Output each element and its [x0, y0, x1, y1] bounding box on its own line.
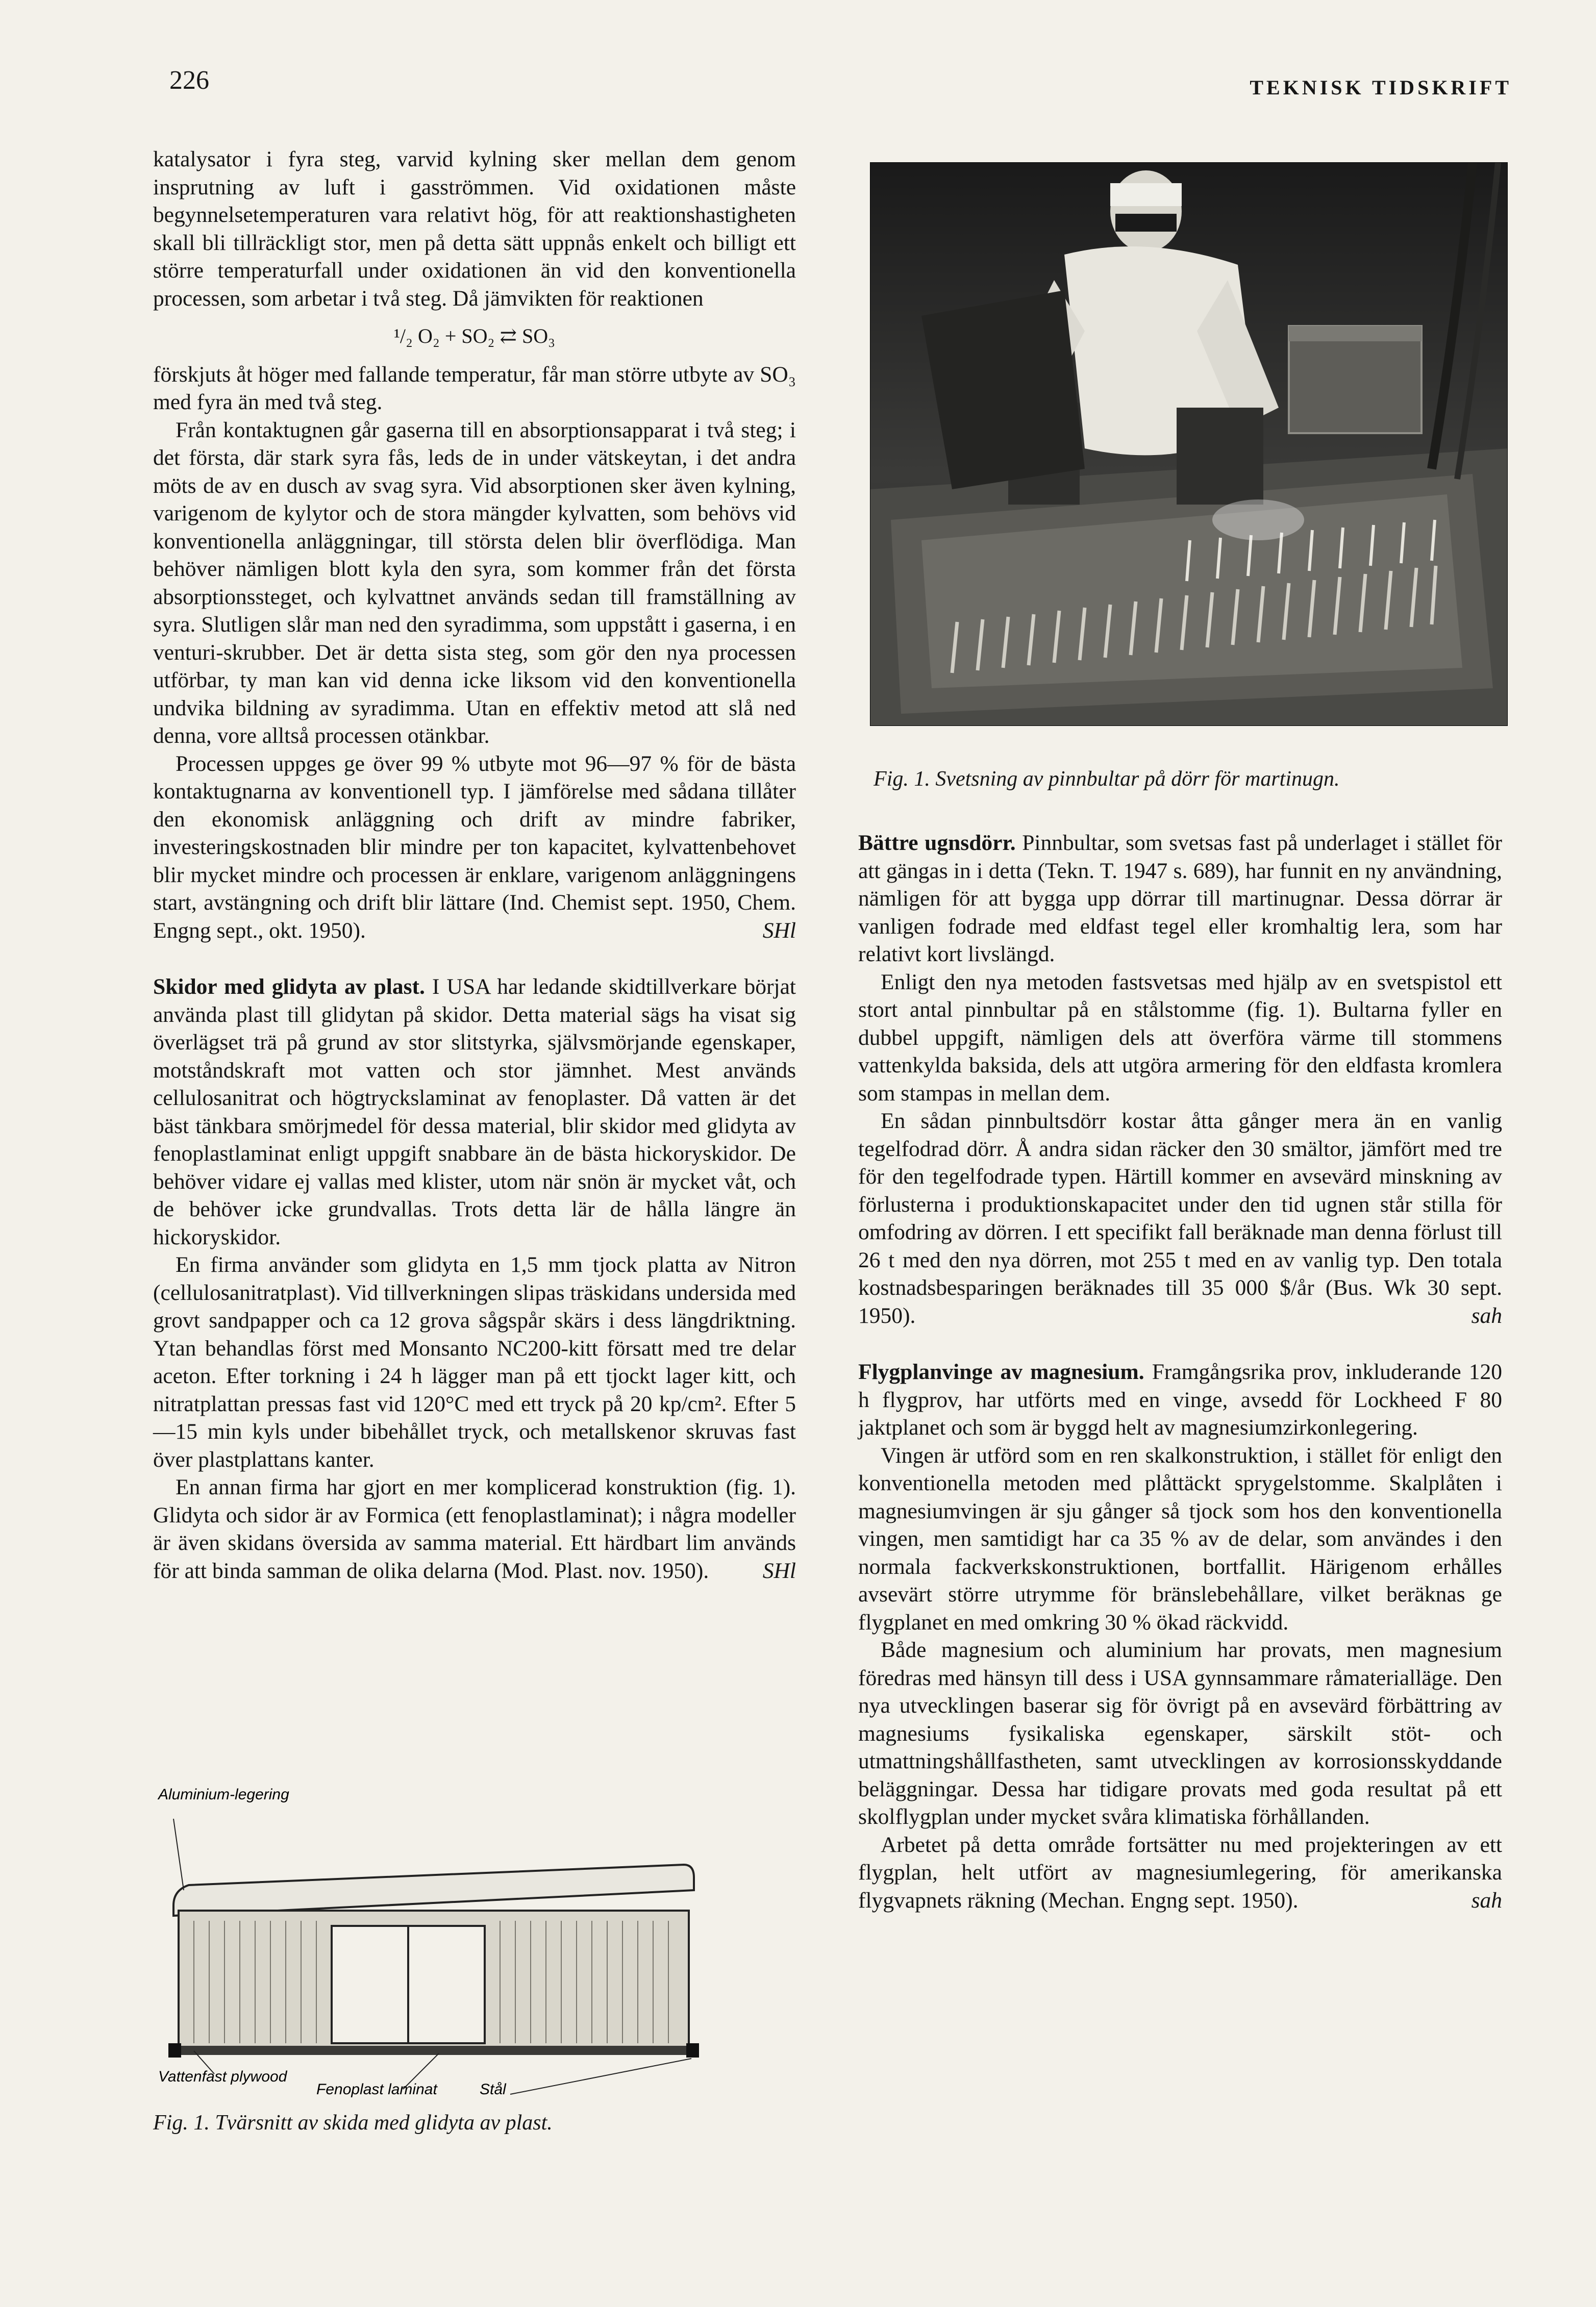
- figure-caption: Fig. 1. Svetsning av pinnbultar på dörr för martinugn.: [874, 767, 1340, 791]
- author-signature: sah: [1471, 1303, 1502, 1328]
- paragraph: Både magnesium och aluminium har provats, men magnesium föredras med hänsyn till dess i USA gynnsammare råmaterialläge. Den nya utvecklingen baserar sig för övrigt på en avsevärd förbättring av magnesiums fysikaliska egenskaper, särskilt stöt- och utmattningshållfastheten, samt utvecklingen av korrosionsskyddande beläggningar. Dessa har tidigare provats med goda resultat på ett skolflygplan under mycket svåra klimatiska förhållanden.: [858, 1638, 1502, 1829]
- paragraph-text: I USA har ledande skidtillverkare börjat använda plast till glidytan på skidor. Detta material sägs ha visat sig överlägset trä på grund av stor slitstyrka, självsmörjande egenskaper, motståndskraft mot vatten och stor jämnhet. Mest används cellulosanitrat och högtryckslaminat av fenoplaster. Då vatten är det bäst tänkbara smörjmedel för dessa material, blir skidor med glidyta av fenoplastlaminat enligt uppgift snabbare än de bästa hickoryskidor. De behöver vidare ej vallas med klister, utom när snön är mycket våt, och de behöver icke grundvallas. Trots detta lär de hålla längre än hickoryskidor.: [153, 974, 796, 1249]
- author-signature: SHl: [762, 918, 796, 943]
- page-header: [0, 60, 1596, 106]
- section-heading: Flygplanvinge av magnesium.: [858, 1360, 1144, 1384]
- journal-title: TEKNISK TIDSKRIFT: [1250, 76, 1512, 99]
- author-signature: SHl: [762, 1558, 796, 1583]
- chemical-formula: ¹/₂ O₂ + SO₂ ⇄ SO₃: [393, 324, 556, 347]
- author-signature: sah: [1471, 1888, 1502, 1913]
- paragraph: förskjuts åt höger med fallande temperatur, får man större utbyte av SO₃ med fyra än med två steg.: [153, 362, 796, 414]
- paragraph: [858, 829, 1502, 968]
- paragraph-text: Pinnbultar, som svetsas fast på underlaget i stället för att gängas in i detta (Tekn. T. 1947 s. 689), har funnit en ny användning, nämligen för att bygga upp dörrar till martinugnar. Dessa dörrar är vanligen fodrade med eldfast tegel eller kromhaltig lera, som har relativt kort livslängd.: [858, 831, 1503, 966]
- paragraph-text: Framgångsrika prov, inkluderande 120 h flygprov, har utförts med en vinge, avsedd för Lockheed F 80 jaktplanet och som är byggd helt av magnesiumzirkonlegering.: [858, 1360, 1502, 1440]
- figure-caption: Fig. 1. Tvärsnitt av skida med glidyta av plast.: [153, 2111, 553, 2135]
- paragraph: [153, 973, 796, 1251]
- paragraph: [153, 750, 796, 945]
- paragraph-text: Arbetet på detta område fortsätter nu med projekteringen av ett flygplan, helt utfört av magnesiumlegering, för amerikanska flygvapnets räkning (Mechan. Engng sept. 1950).: [858, 1832, 1502, 1913]
- paragraph: Vingen är utförd som en ren skalkonstruktion, i stället för enligt den konventionella metoden med plåttäckt sprygelstomme. Skalplåten i magnesiumvingen är sju gånger så tjock som hos den konventionella vingen, men samtidigt har ca 35 % av de delar, som användes i den normala fackverkskonstruktionen, bortfallit. Härigenom erhålles avsevärt större utrymme för bränslebehållare, vilket beräknas ge flygplanet en med omkring 30 % ökad räckvidd.: [858, 1443, 1502, 1635]
- paragraph: Från kontaktugnen går gaserna till en absorptionsapparat i två steg; i det första, där stark syra fås, leds de in under vätskeytan, i det andra möts de av en dusch av svag syra. Vid absorptionen sker även kylning, varigenom de kylytor och de stora mängder kylvatten, som behövs vid konventionella anläggningar, till största delen blir överflödiga. Man behöver nämligen blott kyla den syra, som kommer från det första absorptionssteget, och kylvattnet används sedan till framställning av syra. Slutligen slår man ned den syradimma, som uppstått i gaserna, i en venturi-skrubber. Det är detta sista steg, som gör den nya processen utförbar, ty man kan vid denna icke liksom vid den konventionella undvika bildning av syradimma. Utan en effektiv metod att slå ned denna, vore alltså processen otänkbar.: [153, 417, 796, 748]
- paragraph: [858, 1358, 1502, 1442]
- label-plywood: Vattenfast plywood: [158, 2068, 287, 2085]
- paragraph-text: En sådan pinnbultsdörr kostar åtta gånger mera än en vanlig tegelfodrad dörr. Å andra sidan räcker den 30 smältor, jämfört med tre för den tegelfodrade typen. Härtill kommer en avsevärd minskning av förlusterna i produktionskapacitet under den tid ugnen står stilla för omfodring av dörren. I ett specifikt fall beräknade man denna förlust till 26 t med den nya dörren, mot 255 t med en av vanlig typ. Den totala kostnadsbesparingen beräknades till 35 000 $/år (Bus. Wk 30 sept. 1950).: [858, 1109, 1502, 1328]
- label-steel: Stål: [480, 2081, 506, 2098]
- label-laminate: Fenoplast laminat: [316, 2081, 437, 2098]
- paragraph: [858, 1831, 1502, 1915]
- welding-photo: [870, 162, 1508, 726]
- paragraph-text: Processen uppges ge över 99 % utbyte mot 96—97 % för de bästa kontaktugnarna av konventionell typ. I jämförelse med sådana tillåter den ekonomisk anläggning och drift av mindre fabriker, investeringskostnaden blir mindre per ton kapacitet, kylvattenbehovet blir mycket mindre och processen är enklare, varigenom anläggningens start, avstängning och drift blir lättare (Ind. Chemist sept. 1950, Chem. Engng sept., okt. 1950).: [153, 751, 796, 943]
- page-number: 226: [169, 66, 209, 95]
- left-column: [153, 145, 796, 1585]
- paragraph-text: En annan firma har gjort en mer komplicerad konstruktion (fig. 1). Glidyta och sidor är av Formica (ett fenoplastlaminat); i några modeller är även skidans översida av samma material. Ett härdbart lim används för att binda samman de olika delarna (Mod. Plast. nov. 1950).: [153, 1475, 796, 1583]
- section-heading: Skidor med glidyta av plast.: [153, 974, 425, 999]
- paragraph: En firma använder som glidyta en 1,5 mm tjock platta av Nitron (cellulosanitratplast). Vid tillverkningen slipas träskidans undersida med grovt sandpapper och ca 12 grova sågspår skärs i dess längdriktning. Ytan behandlas först med Monsanto NC200-kitt försatt med tre delar aceton. Efter torkning i 24 h lägger man på ett tjockt lager kitt, och nitratplattan pressas fast vid 120°C med ett tryck på 20 kp/cm². Efter 5—15 min kyls under bibehållet tryck, och metallskenor skruvas fast över plastplattans kanter.: [153, 1252, 796, 1472]
- paragraph: [858, 1107, 1502, 1330]
- ski-cross-section-diagram: [153, 1788, 765, 2099]
- paragraph: [153, 1473, 796, 1585]
- section-heading: Bättre ugnsdörr.: [858, 831, 1016, 855]
- right-column: [858, 829, 1502, 1914]
- paragraph: Enligt den nya metoden fastsvetsas med hjälp av en svetspistol ett stort antal pinnbultar på en stålstomme (fig. 1). Bultarna fyller en dubbel uppgift, nämligen dels att överföra värme till stommens vattenkylda baksida, dels att utgöra armering för den eldfasta kromlera som stampas in mellan dem.: [858, 969, 1502, 1106]
- paragraph: katalysator i fyra steg, varvid kylning sker mellan dem genom insprutning av luft i gasströmmen. Vid oxidationen måste begynnelsetemperaturen vara relativt hög, för att reaktionshastigheten skall bli tillräckligt stor, men på detta sätt uppnås enkelt och billigt ett större temperaturfall under oxidationen än vid den konventionella processen, som arbetar i två steg. Då jämvikten för reaktionen: [153, 147, 796, 311]
- label-aluminium: Aluminium-legering: [158, 1788, 289, 1803]
